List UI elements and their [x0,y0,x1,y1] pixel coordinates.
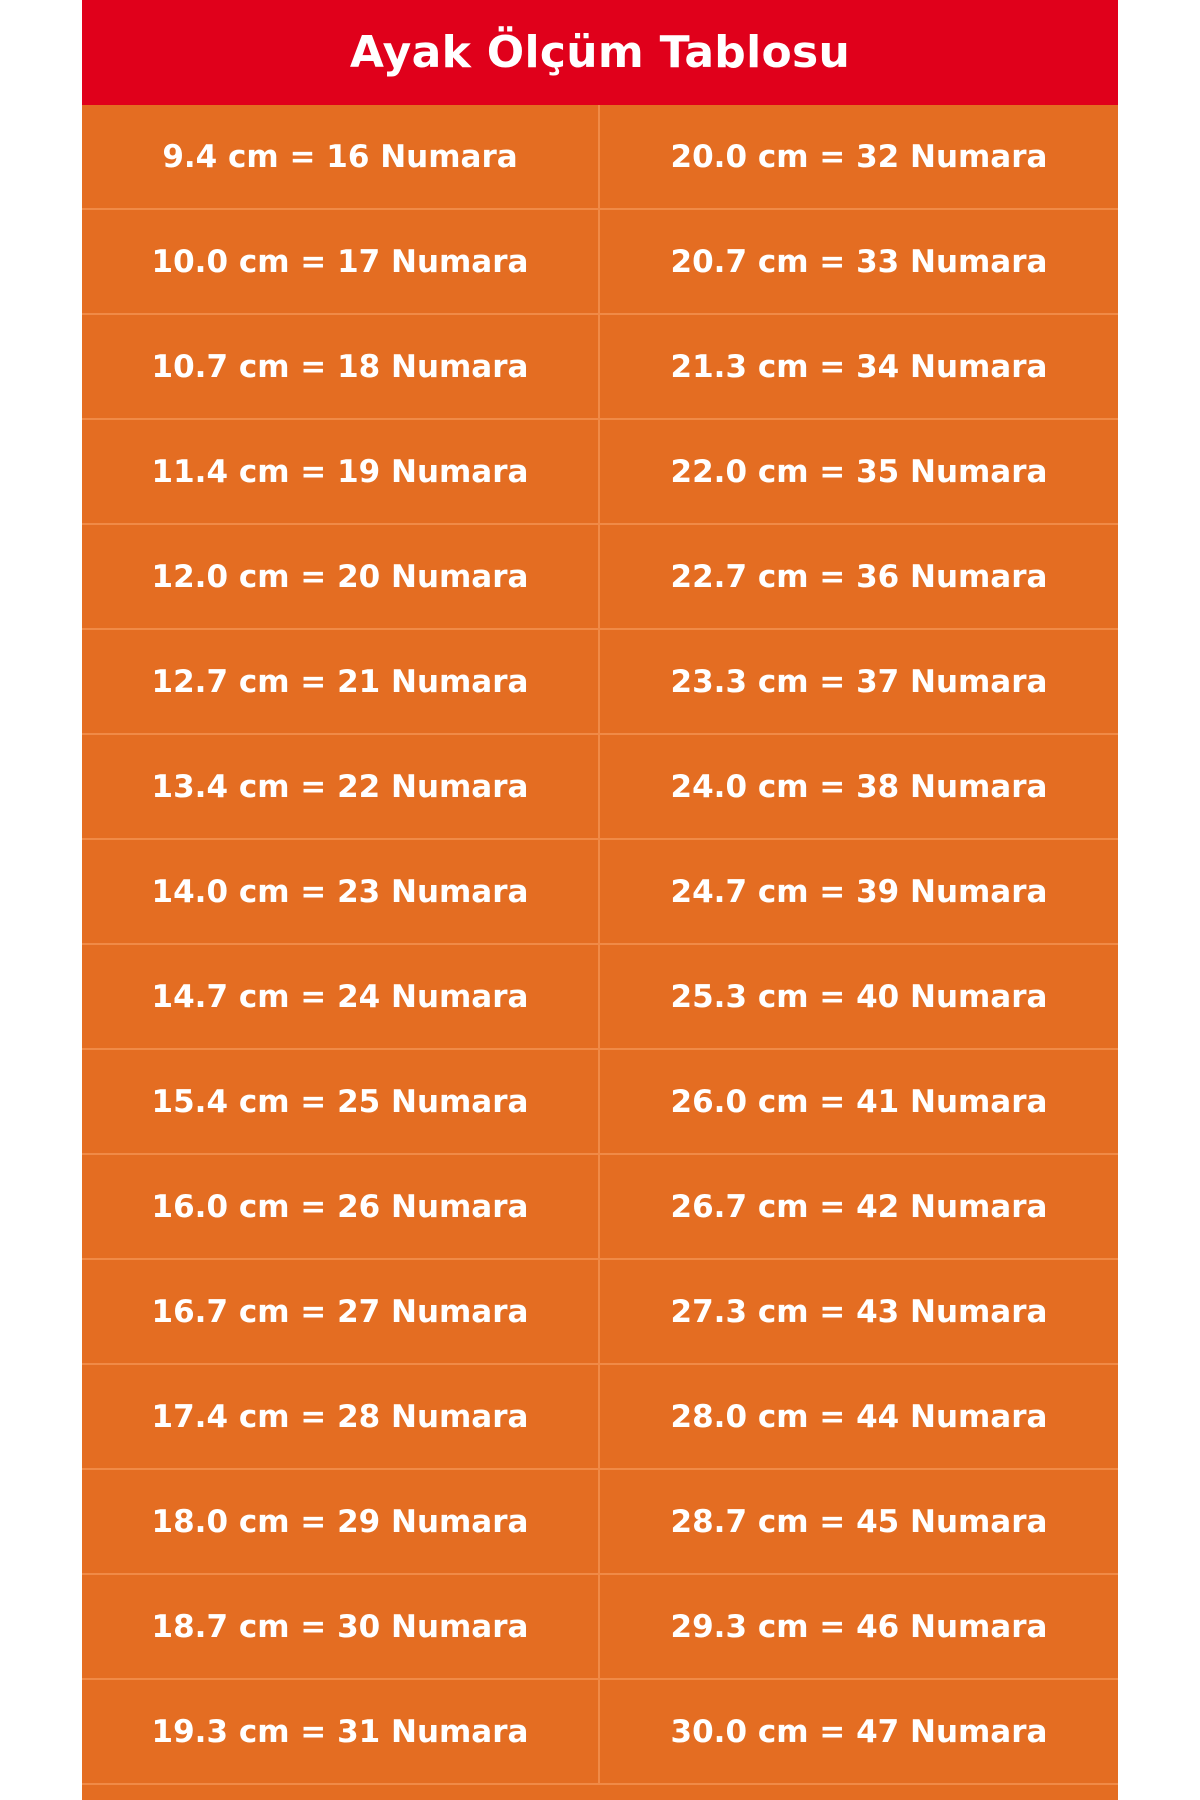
size-cell-right: 27.3 cm = 43 Numara [600,1260,1118,1365]
size-chart [82,0,1118,1800]
size-cell-right: 28.7 cm = 45 Numara [600,1470,1118,1575]
size-cell-left: 18.7 cm = 30 Numara [82,1575,600,1680]
size-cell-right: 24.7 cm = 39 Numara [600,840,1118,945]
size-cell-left: 10.0 cm = 17 Numara [82,210,600,315]
size-cell-left: 18.0 cm = 29 Numara [82,1470,600,1575]
size-cell-left: 16.7 cm = 27 Numara [82,1260,600,1365]
size-cell-right: 23.3 cm = 37 Numara [600,630,1118,735]
size-cell-right: 30.0 cm = 47 Numara [600,1680,1118,1785]
size-cell-right: 21.3 cm = 34 Numara [600,315,1118,420]
size-cell-right: 25.3 cm = 40 Numara [600,945,1118,1050]
size-cell-left: 9.4 cm = 16 Numara [82,105,600,210]
size-cell-left: 12.7 cm = 21 Numara [82,630,600,735]
size-cell-left: 17.4 cm = 28 Numara [82,1365,600,1470]
size-cell-right: 29.3 cm = 46 Numara [600,1575,1118,1680]
size-cell-left: 11.4 cm = 19 Numara [82,420,600,525]
size-cell-left: 16.0 cm = 26 Numara [82,1155,600,1260]
size-cell-right: 22.7 cm = 36 Numara [600,525,1118,630]
chart-title: Ayak Ölçüm Tablosu [349,27,851,78]
size-cell-left: 10.7 cm = 18 Numara [82,315,600,420]
size-cell-left: 19.3 cm = 31 Numara [82,1680,600,1785]
size-table [82,105,1118,1785]
size-cell-left: 14.0 cm = 23 Numara [82,840,600,945]
size-cell-left: 12.0 cm = 20 Numara [82,525,600,630]
size-cell-right: 26.7 cm = 42 Numara [600,1155,1118,1260]
size-cell-left: 15.4 cm = 25 Numara [82,1050,600,1155]
size-cell-right: 22.0 cm = 35 Numara [600,420,1118,525]
size-cell-right: 28.0 cm = 44 Numara [600,1365,1118,1470]
title-bar [82,0,1118,105]
size-cell-right: 20.0 cm = 32 Numara [600,105,1118,210]
size-cell-left: 14.7 cm = 24 Numara [82,945,600,1050]
size-cell-left: 13.4 cm = 22 Numara [82,735,600,840]
size-cell-right: 24.0 cm = 38 Numara [600,735,1118,840]
size-cell-right: 26.0 cm = 41 Numara [600,1050,1118,1155]
size-cell-right: 20.7 cm = 33 Numara [600,210,1118,315]
